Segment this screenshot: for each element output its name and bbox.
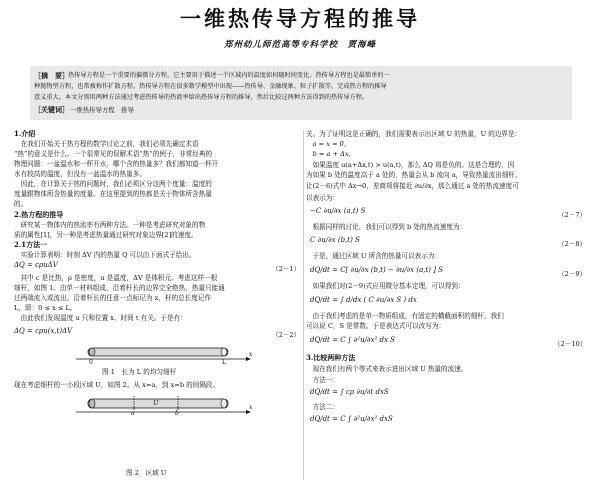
equation-2-1: ΔQ = cρuΔV [14,261,58,269]
section-heading: 2.热方程的推导 [14,210,64,219]
body-line: b = a + Δx， [306,150,356,158]
region-b-label: b [175,410,179,417]
equation-2-7: −C ∂u/∂x (a,t) S [310,207,366,215]
body-line: 以表示为： [306,194,339,202]
right-column [306,130,596,485]
equation-number: （2－8） [558,240,587,248]
body-line: 的。 [14,200,28,208]
equation-2-9: dQ/dt = C[ ∂u/∂x (b,t) − ∂u/∂x (a,t) ] S [310,266,444,274]
body-line: 因此，在计算关于热的问题时，我们必须区分这两个度量：温度的 [14,180,212,188]
body-line: 方法二： [306,403,339,411]
body-line: 根据同样的讨论，我们可以得到 b 处的热流速度为： [306,223,467,231]
body-line: 如果温度 u(a+Δx,t) > u(a,t)，那么 ΔQ 将是负的。这是合理的，因 [306,161,515,169]
body-line: a = x = 0， [306,140,351,148]
body-line: 实验计算表明：时刻 ΔV 内的热量 Q 可以由下面式子给出。 [14,251,196,259]
rod-diagram [74,342,254,364]
section-heading: 1.介绍 [14,129,36,138]
subsection-heading: 2.1方法一 [14,240,48,249]
equation-number: （2－2） [272,331,301,339]
body-line: L，即：0 ≤ x ≤ L。 [14,304,77,312]
axis-label: x [249,404,253,411]
body-line: 细杆，如图 1。由单一材料组成，沿着杆长的边界完全绝热，热量只能通 [14,284,225,292]
body-line: 在我们开始关于热方程的数学讨论之前，我们必须先确定术语 [14,140,199,148]
equation-number: （2－10） [554,340,587,348]
keywords-label: ［关键词］ [34,105,69,114]
body-line: 度量跟物体所含热量的度量。在这里提到的热都是关于物体所含热量 [14,190,212,198]
region-u-label: U [153,399,159,407]
equation-2-8: C ∂u/∂x (b,t) S [310,236,360,244]
figure-1-caption: 图 1 长为 L 的均匀细杆 [102,368,177,376]
body-line: 由此我们发现温度 u 只和位置 x、时间 t 有关。于是有： [14,314,187,322]
abstract-label: ［摘 要］ [34,71,69,80]
column-divider [303,130,304,480]
body-line: 为如果 b 处的温度高于 a 处的，热量会从 b 流向 a，导致热量流出细杆。 [306,171,522,179]
abstract-line: 意义重大。本文分别用两种方法通过考虑热传导的热流率给出热传导方程的推导，然后比较这两种方法得到的热传导方程。 [34,94,369,101]
page-title: 一维热传导方程的推导 [180,7,420,31]
body-line: 可以说 C，S 是常数。于是表达式可以改写为： [306,322,446,330]
equation-number: （2－1） [272,265,301,273]
keywords: 一维热传导方程 推导 [70,106,134,114]
body-line: 水有较高的温度，但没有一盆温水的热量多。 [14,170,146,178]
body-line: 现在考虑细杆的一小段区域 U，如图 2。从 x=a，到 x=b 的间隔段。 [14,381,220,389]
region-a-label: a [131,410,135,417]
body-line: 关。为了证明这是正确的，我们需要表示出区域 U 的热量，U 的边界是： [306,130,522,138]
equation-2-2: ΔQ = cρu(x,t)ΔV [14,327,73,335]
figure-2-region [74,393,254,417]
region-diagram [74,393,254,417]
body-line: 让(2－6)式中 Δx→0，差商项将接近 ∂u/∂x，那么通过 a 处的热流速度可 [306,182,519,190]
body-line: 现在我们有两个等式来表示进出区域 U 热量的流速。 [306,365,468,373]
abstract-line: 种抛物型方程，也常被称作扩散方程。热传导方程在很多数学模型中出现——热传导、金融现象、粒子扩散等。完成热方程的推导 [34,83,387,90]
body-line: 由于我们考虑的是单一物质组成，有固定的横截面积的细杆，我们 [306,312,504,320]
body-line: “热”的意义是什么。一个很常见的误解术语“热”的例子，非常经典的 [14,150,213,158]
equation-2-10: dQ/dt = C ∫ ∂²u/∂x² dx S [310,336,395,344]
rod-right-label: L [222,359,226,366]
axis-label: x [249,351,253,358]
section-heading: 3.比较两种方法 [306,353,356,362]
author-line: 郑州幼儿师范高等专科学校 贾海峰 [223,40,376,50]
body-line: 过两端流入或流出。沿着杆长的任意一点标记为 x，杆的总长度记作 [14,294,212,302]
body-line: 质的属性[1]，另一种是考虑热量通过研究对象边界[2]的速度。 [14,231,198,239]
equation-number: （2－7） [558,211,587,219]
body-line: 如果我们对(2－9)式应用微分基本定理，可以得到： [306,282,465,290]
figure-1-rod [74,342,254,364]
abstract-line: 热传导方程是一个重要的偏微分方程，它主要用于描述一个区域内的温度如何随时间变化。热传导方程也是最简单的一 [68,72,390,79]
body-line: 其中 c 是比热，ρ 是密度，u 是温度，ΔV 是体积元。考虑这样一根 [14,274,218,282]
rod-left-label: 0 [89,359,93,366]
body-line: 研究某一物体内的热流率有两种方法。一种是考虑研究对象的物 [14,221,206,229]
equation-integral: dQ/dt = ∫ d/dx ( C ∂u/∂x S ) dx [310,296,417,304]
abstract-box [30,66,572,120]
left-column [14,130,304,485]
equation-number: （2－9） [558,270,587,278]
equation-method-2: dQ/dt = C ∫ ∂²u/∂x² dxS [310,415,393,423]
body-line: 物理问题：一盆温水和一杯开水，哪个含的热量多？我们都知道一杯开 [14,160,219,168]
body-line: 方法一： [306,376,339,384]
equation-method-1: dQ/dt = ∫ cρ ∂u/∂t dxS [310,388,389,396]
figure-2-caption: 图 2 区域 U [126,469,167,477]
body-line: 于是，通过区域 U 所含的热量可以表示为： [306,252,442,260]
